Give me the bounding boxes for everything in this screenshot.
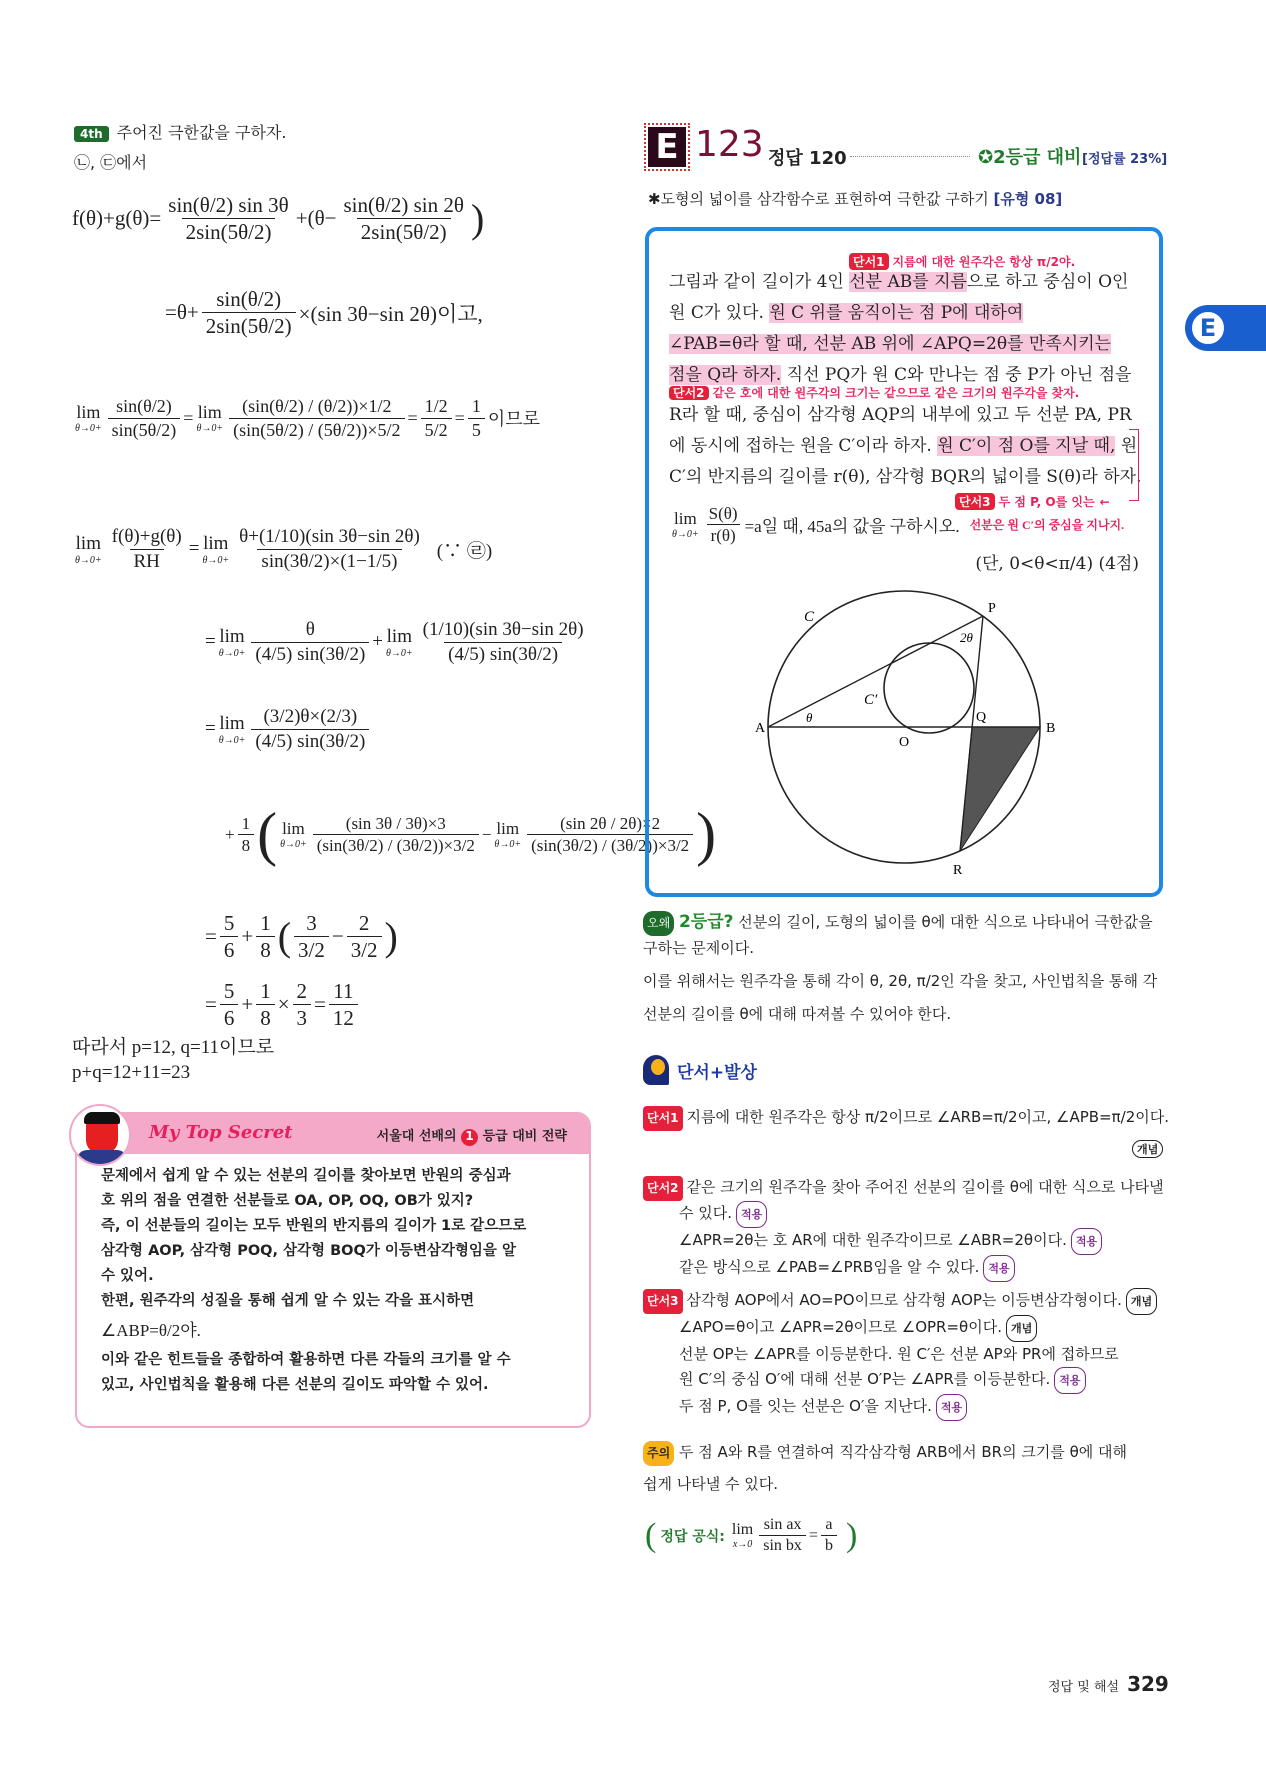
limit: lim θ→0+ xyxy=(196,402,224,434)
divider xyxy=(850,156,970,157)
fraction: $\frac{\sin(\theta/2) \sin 2\theta}{2\sin(5\theta/2)}$ xyxy=(343,193,464,245)
circle-c-prime xyxy=(884,643,974,733)
text-line: 즉, 이 선분들의 길이는 모두 반원의 반지름의 길이가 1로 같으므로 xyxy=(101,1218,527,1234)
fraction: $\frac{\theta+(1/10)(\sin 3\theta-\sin 2\theta)}{\sin(3\theta/2)\times(1-1/5)}$ xyxy=(239,526,420,572)
fraction: $\frac{1}{8}$ xyxy=(256,910,275,964)
fraction: 3 3/2 xyxy=(294,910,329,964)
hint-heading: 단서+발상 xyxy=(643,1055,757,1085)
topic: ✱도형의 넓이를 삼각함수로 표현하여 극한값 구하기 [유형 08] xyxy=(648,190,1063,208)
fraction: $\frac{1/2}{5/2}$ xyxy=(421,395,452,441)
fraction: $\frac{1}{8}$ xyxy=(256,978,275,1032)
math-text: (∵ ㉣) xyxy=(436,540,493,562)
section-side-tab[interactable]: E xyxy=(1185,305,1266,351)
caution: 주의 두 점 A와 R를 연결하여 직각삼각형 ARB에서 BR의 크기를 θ에 대해 쉽게 나타낼 수 있다. xyxy=(643,1443,1127,1493)
limit: lim θ→0+ xyxy=(218,712,246,746)
top-secret-title: My Top Secret xyxy=(149,1122,293,1143)
fraction: $\frac{5}{6}$ xyxy=(220,978,239,1032)
label-a: A xyxy=(755,721,766,736)
problem-text: 그림과 같이 길이가 4인 선분 AB를 지름으로 하고 중심이 O인 원 C가 있다. 원 C 위를 움직이는 점 P에 대하여 ∠PAB=θ라 할 때, 선분 AB 위에 ∠APQ=2θ를 만족시키는 점을 Q라 하자. 직선 PQ가 원 C와 만나는 점 중 P가 아닌 점을 단서2 같은 호에 대한 원주각의 크기는 같으므로 같은 크기의 원주각을 찾자. R라 할 때, 중심이 삼각형 AQP의 내부에 있고 두 선분 PA, PR 에 동시에 접하는 원을 C′이라 하자. 원 C′이 점 O를 지날 때, 원 C′의 반지름의 길이를 r(θ), 삼각형 BQR의 넓이를 S(θ)라 하자. xyxy=(669,272,1142,487)
fraction: $\frac{\theta}{(4/5) \sin(3\theta/2)}$ xyxy=(251,618,369,667)
conclusion-1: 따라서 p=12, q=11이므로 xyxy=(72,1037,275,1058)
math-text: ×(sin 3θ−sin 2θ)이고, xyxy=(298,301,483,326)
label-q: Q xyxy=(976,710,987,725)
limit: lim θ→0+ xyxy=(75,532,102,566)
label-p: P xyxy=(988,601,996,616)
limit: lim θ→0+ xyxy=(280,819,307,850)
limit: lim θ→0+ xyxy=(75,402,102,434)
avatar xyxy=(69,1104,131,1166)
fraction: $\frac{1}{8}$ xyxy=(238,813,255,857)
fraction: $\frac{\sin(\theta/2) \sin 3\theta}{2\sin(5\theta/2)}$ xyxy=(168,193,289,245)
hint-2: 단서2 같은 크기의 원주각을 찾아 주어진 선분의 길이를 θ에 대한 식으로 나타낼 수 있다. 적용 ∠APR=2θ는 호 AR에 대한 원주각이므로 ∠ABR=2θ이다. 적용 같은 방식으로 ∠PAB=∠PRB임을 알 수 있다. 적용 xyxy=(643,1175,1164,1282)
text-line: ∠ABP=θ/2야. xyxy=(101,1321,201,1340)
math-line-7: + $\frac{1}{8}$ ( lim θ→0+ $\frac{(\sin 3\theta / 3\theta)\times 3}{(\sin(3\theta/2) / (3\theta/2))\times 3/2}$ − lim θ→0+ $\frac{(\sin 2\theta / 2\theta)\times 2}{(\sin(3\theta/2) / (3\theta/2))\times 3/2}$ ) xyxy=(225,801,717,867)
fraction: $\frac{5}{6}$ xyxy=(220,910,239,964)
fraction: $\frac{(\sin 3\theta / 3\theta)\times 3}{(\sin(3\theta/2) / (3\theta/2))\times 3/2}$ xyxy=(313,813,479,857)
math-text: ) xyxy=(470,196,485,242)
conclusion-2: p+q=12+11=23 xyxy=(72,1062,191,1083)
section-letter: E xyxy=(648,127,686,167)
why-section: 오왜 2등급? 선분의 길이, 도형의 넓이를 θ에 대한 식으로 나타내어 극한값을 구하는 문제이다. 이를 위해서는 원주각을 통해 각이 θ, 2θ, π/2인 각을 찾고, 사인법칙을 통해 각 선분의 길이를 θ에 대해 따져볼 수 있어야 한다. xyxy=(643,912,1158,1023)
text-line: 문제에서 쉽게 알 수 있는 선분의 길이를 찾아보면 반원의 중심과 xyxy=(101,1168,511,1184)
text-line: 호 위의 점을 연결한 선분들로 OA, OP, OQ, OB가 있지? xyxy=(101,1193,474,1209)
hint-3: 단서3 삼각형 AOP에서 AO=PO이므로 삼각형 AOP는 이등변삼각형이다. 개념 ∠APO=θ이고 ∠APR=2θ이므로 ∠OPR=θ이다. 개념 선분 OP는 ∠APR를 이등분한다. 원 C′은 선분 AP와 PR에 접하므로 원 C′의 중심 O′에 대해 선분 O′P는 ∠APR를 이등분한다. 적용 두 점 P, O를 잇는 선분은 O′을 지난다. 적용 xyxy=(643,1288,1157,1421)
segment-ap xyxy=(768,616,983,727)
math-line-4: lim θ→0+ $\frac{f(\theta)+g(\theta)}{RH}$ = lim θ→0+ $\frac{\theta+(1/10)(\sin 3\theta-\sin 2\theta)}{\sin(3\theta/2)\times(1-1/5)}$ (∵ ㉣) xyxy=(75,526,493,572)
grade-label: ✪2등급 대비 xyxy=(978,147,1082,168)
geometry-diagram xyxy=(649,231,1167,901)
problem-question: lim θ→0+ $\frac{S(\theta)}{r(\theta)}$ =a일 때, 45a의 값을 구하시오. 선분은 원 C′의 중심을 지나지. xyxy=(672,504,1125,546)
hint-1-annotation: 단서1 지름에 대한 원주각은 항상 π/2야. xyxy=(849,251,1075,270)
text-line: 이와 같은 힌트들을 종합하여 활용하면 다른 각들의 크기를 알 수 xyxy=(101,1352,511,1368)
math-line-2 xyxy=(165,286,483,340)
label-2theta: 2θ xyxy=(960,630,973,645)
math-line-6: = lim θ→0+ $\frac{(3/2)\theta\times(2/3)}{(4/5) \sin(3\theta/2)}$ xyxy=(205,705,372,754)
label-theta: θ xyxy=(806,710,813,725)
problem-number: 123 xyxy=(695,124,764,165)
math-text: =θ+ xyxy=(165,300,199,325)
answer-formula: ( 정답 공식: lim x→0 $\frac{\text{sin ax}}{\text{sin bx}}$ = $\frac{a}{b}$ ) xyxy=(645,1516,858,1554)
math-text: f(θ)+g(θ)= xyxy=(72,206,162,231)
fraction: $\frac{\sin(\theta/2)}{\sin(5\theta/2)}$ xyxy=(108,395,181,441)
limit: lim θ→0+ xyxy=(494,819,522,850)
concept-chip: 개념 xyxy=(1132,1140,1163,1158)
fraction: $\frac{f(\theta)+g(\theta)}{RH}$ xyxy=(111,526,182,572)
step-header xyxy=(74,120,286,143)
text-line: 있고, 사인법칙을 활용해 다른 선분의 길이도 파악할 수 있어. xyxy=(101,1377,489,1393)
math-line-9: = $\frac{5}{6}$ + $\frac{1}{8}$ × $\frac{2}{3}$ = $\frac{11}{12}$ xyxy=(205,978,361,1032)
fraction: $\frac{\sin(\theta/2)}{2\sin(5\theta/2)}$ xyxy=(202,286,296,340)
step-badge: 4th xyxy=(74,126,109,142)
top-secret-box xyxy=(75,1112,591,1428)
text-line: 수 있어. xyxy=(101,1268,154,1284)
fraction: $\frac{11}{12}$ xyxy=(329,978,358,1032)
type-label: [유형 08] xyxy=(993,190,1063,208)
top-secret-body xyxy=(77,1154,589,1398)
answer: 정답 120 xyxy=(768,148,847,169)
fraction: $\frac{2}{3/2}$ xyxy=(347,910,382,964)
lightbulb-head-icon xyxy=(643,1055,669,1085)
label-c-prime: C′ xyxy=(864,692,878,708)
fraction: $\frac{(\sin(\theta/2) / (\theta/2))\times 1/2}{(\sin(5\theta/2) / (5\theta/2))\times 5/2}$ xyxy=(229,395,404,441)
hint-3-annotation: 단서3 두 점 P, O를 잇는 ← xyxy=(955,491,1110,510)
limit: lim θ→0+ xyxy=(202,532,230,566)
label-o: O xyxy=(899,735,910,750)
problem-box xyxy=(645,227,1163,897)
fraction: $\frac{2}{3}$ xyxy=(293,978,312,1032)
from-label: ㉡, ㉢에서 xyxy=(74,153,148,172)
math-line-1 xyxy=(72,192,484,246)
label-b: B xyxy=(1046,721,1056,736)
page-footer: 정답 및 해설 329 xyxy=(1048,1672,1169,1696)
fraction: $\frac{(\sin 2\theta / 2\theta)\times 2}{(\sin(3\theta/2) / (3\theta/2))\times 3/2}$ xyxy=(527,813,693,857)
top-secret-subtitle: 서울대 선배의 1 등급 대비 전략 xyxy=(376,1129,567,1144)
math-line-8: = $\frac{5}{6}$ + $\frac{1}{8}$ ( 3 3/2 − $\frac{2}{3/2}$ ) xyxy=(205,911,398,963)
math-text: 이므로 xyxy=(487,409,540,429)
math-line-5: = lim θ→0+ $\frac{\theta}{(4/5) \sin(3\theta/2)}$ + lim θ→0+ $\frac{(1/10)(\sin 3\theta-\sin 2\theta)}{(4/5) \sin(3\theta/2)}$ xyxy=(205,618,591,667)
fraction: $\frac{(1/10)(\sin 3\theta-\sin 2\theta)}{(4/5) \sin(3\theta/2)}$ xyxy=(422,619,584,665)
correct-rate: [정답률 23%] xyxy=(1082,152,1168,167)
triangle-bqr xyxy=(960,727,1040,851)
fraction: $\frac{1}{5}$ xyxy=(468,395,485,441)
limit: lim θ→0+ xyxy=(218,625,246,659)
math-line-3: lim θ→0+ $\frac{\sin(\theta/2)}{\sin(5\theta/2)}$ = lim θ→0+ $\frac{(\sin(\theta/2) / (\theta/2))\times 1/2}{(\sin(5\theta/2) / (5\theta/2))\times 5/2}$ = $\frac{1/2}{5/2}$ = $\frac{1}{5}$ 이므로 xyxy=(75,396,540,440)
math-text: +(θ− xyxy=(295,206,337,231)
label-r: R xyxy=(953,863,963,878)
label-c: C xyxy=(804,609,815,625)
text-line: 삼각형 AOP, 삼각형 POQ, 삼각형 BOQ가 이등변삼각형임을 알 xyxy=(101,1243,516,1259)
limit: lim θ→0+ xyxy=(386,625,413,659)
step-title: 주어진 극한값을 구하자. xyxy=(116,123,287,142)
top-secret-header xyxy=(77,1114,589,1154)
text-line: 한편, 원주각의 성질을 통해 쉽게 알 수 있는 각을 표시하면 xyxy=(101,1293,475,1309)
fraction: $\frac{(3/2)\theta\times(2/3)}{(4/5) \sin(3\theta/2)}$ xyxy=(251,705,369,754)
hint-1: 단서1 지름에 대한 원주각은 항상 π/2이므로 ∠ARB=π/2이고, ∠APB=π/2이다. xyxy=(643,1105,1169,1131)
condition: (단, 0<θ<π/4) (4점) xyxy=(975,554,1139,574)
